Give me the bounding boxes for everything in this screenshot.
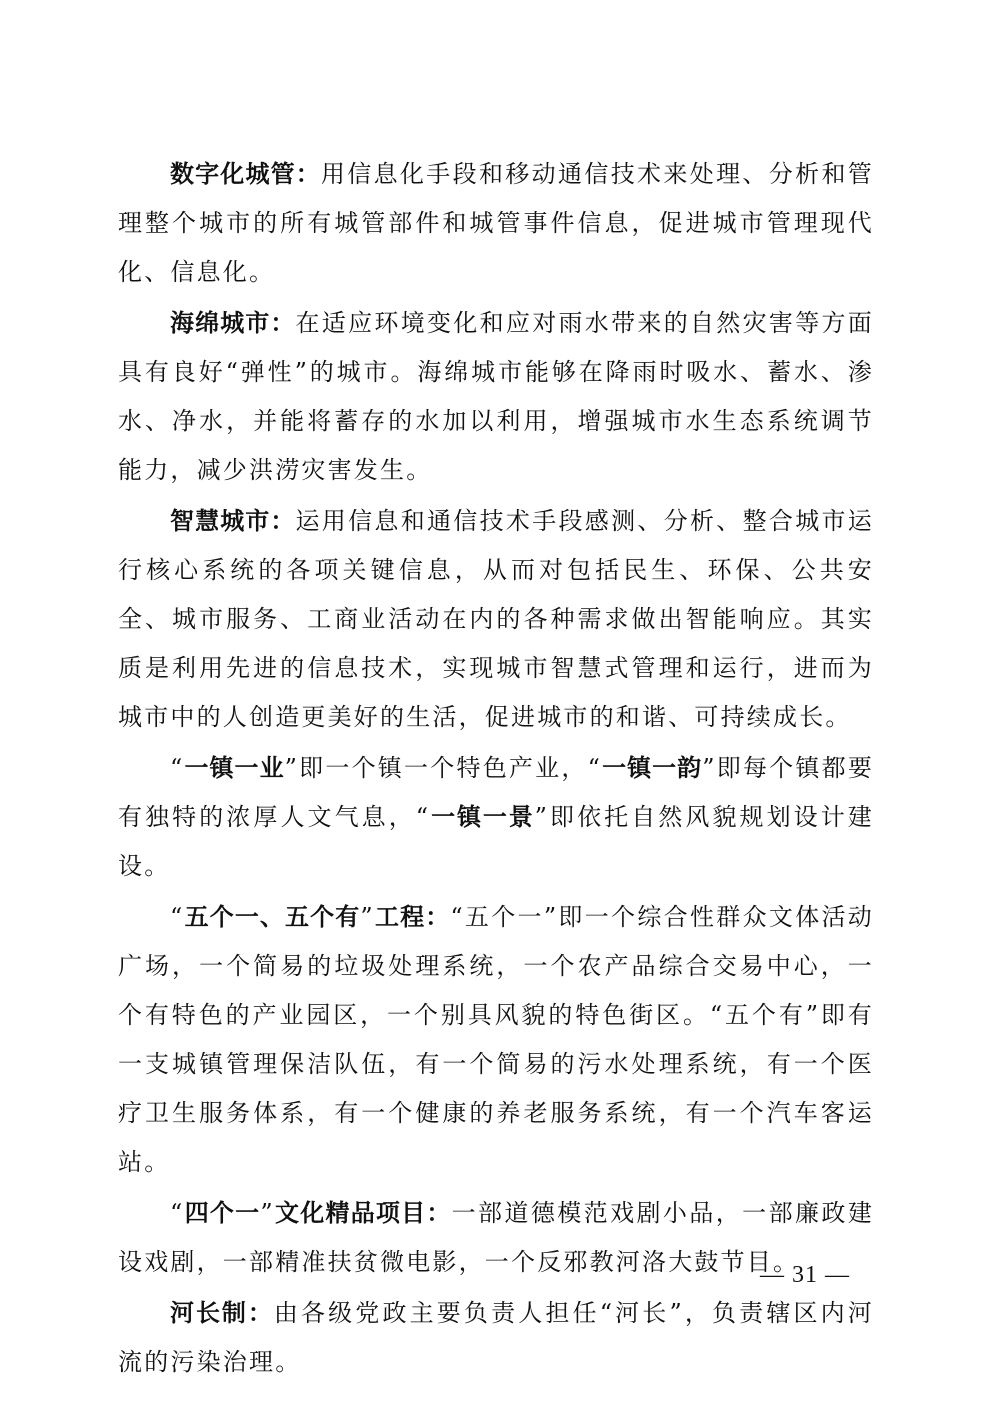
term-label: 一镇一景 xyxy=(430,803,535,831)
term-label: 智慧城市： xyxy=(170,507,296,535)
term-label: 河长制： xyxy=(170,1299,274,1327)
body-text: 在适应环境变化和应对雨水带来的自然灾害等方面具有良好“弹性”的城市。海绵城市能够在降雨时吸水、蓄水、渗水、净水，并能将蓄存的水加以利用，增强城市水生态系统调节能力，减少洪涝灾害发生。 xyxy=(118,309,874,484)
body-text: ” xyxy=(360,903,375,931)
term-label: 文化精品项目： xyxy=(274,1199,452,1227)
term-label: 海绵城市： xyxy=(170,309,296,337)
term-label: 四个一 xyxy=(184,1199,261,1227)
paragraph-sponge-city xyxy=(118,299,874,495)
term-label: 五个一、五个有 xyxy=(184,903,361,931)
term-label: 一镇一韵 xyxy=(602,754,703,782)
body-text: ”即每个镇都要有独特的浓厚人文气息，“ xyxy=(118,754,875,831)
body-text: ”即一个镇一个特色产业，“ xyxy=(284,754,603,782)
body-text: ”即依托自然风貌规划设计建设。 xyxy=(118,803,875,880)
term-label: 工程： xyxy=(374,903,451,931)
body-text: 由各级党政主要负责人担任“河长”，负责辖区内河流的污染治理。 xyxy=(118,1299,875,1376)
paragraph-smart-city xyxy=(118,497,874,742)
paragraph-five-ones-five-haves xyxy=(118,893,874,1187)
body-text: “ xyxy=(170,1199,185,1227)
body-text: 运用信息和通信技术手段感测、分析、整合城市运行核心系统的各项关键信息，从而对包括民生、环保、公共安全、城市服务、工商业活动在内的各种需求做出智能响应。其实质是利用先进的信息技术，实现城市智慧式管理和运行，进而为城市中的人创造更美好的生活，促进城市的和谐、可持续成长。 xyxy=(118,507,874,731)
body-text: “五个一”即一个综合性群众文体活动广场，一个简易的垃圾处理系统，一个农产品综合交易中心，一个有特色的产业园区，一个别具风貌的特色街区。“五个有”即有一支城镇管理保洁队伍，有一个简易的污水处理系统，有一个医疗卫生服务体系，有一个健康的养老服务系统，有一个汽车客运站。 xyxy=(118,903,875,1176)
term-label: 一镇一业 xyxy=(184,754,285,782)
paragraph-digital-city-management xyxy=(118,150,874,297)
body-text: ” xyxy=(260,1199,275,1227)
body-text: “ xyxy=(170,754,185,782)
body-text: 用信息化手段和移动通信技术来处理、分析和管理整个城市的所有城管部件和城管事件信息，促进城市管理现代化、信息化。 xyxy=(118,160,875,286)
page-number: — 31 — xyxy=(760,1262,850,1288)
paragraph-one-town-one-feature xyxy=(118,744,874,891)
body-text: 一部道德模范戏剧小品，一部廉政建设戏剧，一部精准扶贫微电影，一个反邪教河洛大鼓节目。 xyxy=(118,1199,875,1276)
paragraph-river-chief-system xyxy=(118,1289,874,1387)
document-page xyxy=(118,150,874,1389)
term-label: 数字化城管： xyxy=(170,160,321,188)
body-text: “ xyxy=(170,903,185,931)
